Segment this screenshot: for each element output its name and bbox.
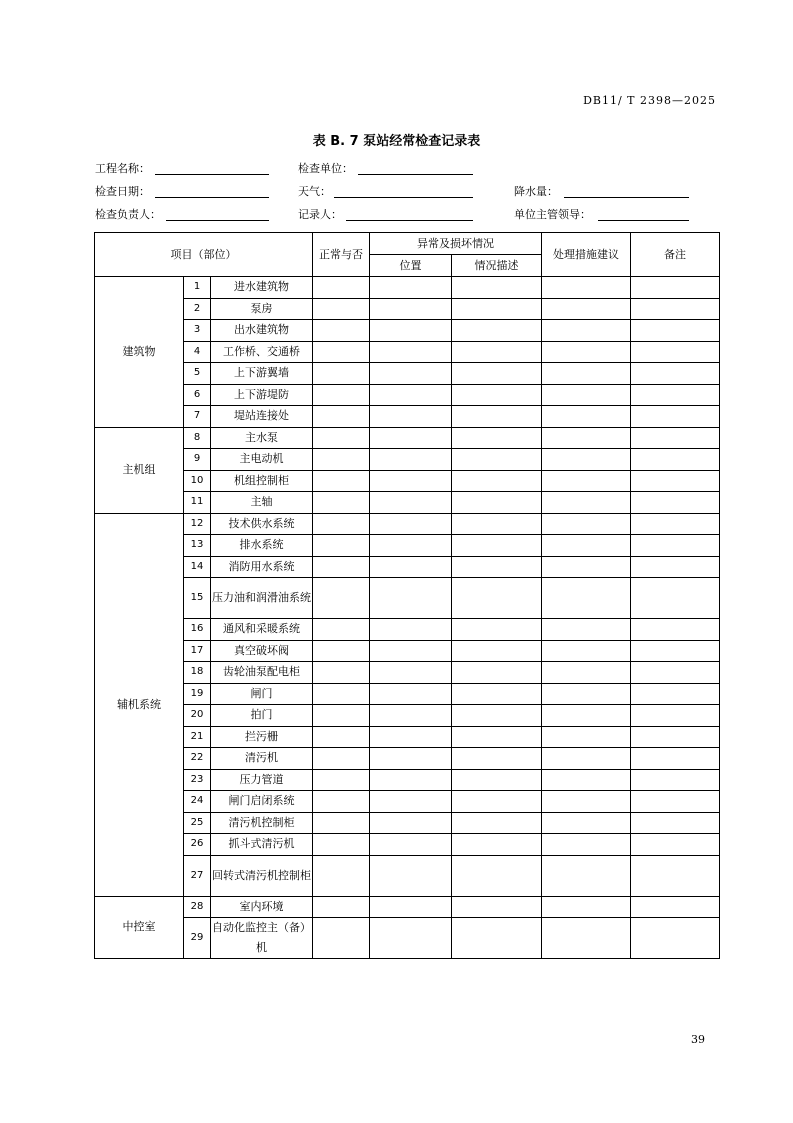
- row-number: 18: [184, 662, 211, 684]
- table-row: [95, 470, 720, 492]
- cell-description[interactable]: [452, 449, 542, 471]
- cell-remarks[interactable]: [631, 748, 720, 770]
- cell-normal[interactable]: [313, 619, 370, 641]
- cell-description[interactable]: [452, 277, 542, 299]
- cell-suggestion[interactable]: [542, 918, 631, 959]
- cell-suggestion[interactable]: [542, 406, 631, 428]
- cell-normal[interactable]: [313, 918, 370, 959]
- cell-remarks[interactable]: [631, 726, 720, 748]
- cell-suggestion[interactable]: [542, 320, 631, 342]
- weather-label: 天气：: [298, 185, 331, 198]
- row-number: 8: [184, 427, 211, 449]
- row-number: 6: [184, 384, 211, 406]
- cell-suggestion[interactable]: [542, 812, 631, 834]
- row-item: 闸门: [211, 683, 313, 705]
- cell-location[interactable]: [370, 748, 452, 770]
- row-number: 19: [184, 683, 211, 705]
- cell-description[interactable]: [452, 812, 542, 834]
- cell-remarks[interactable]: [631, 578, 720, 619]
- cell-suggestion[interactable]: [542, 834, 631, 856]
- row-number: 12: [184, 513, 211, 535]
- row-item: 出水建筑物: [211, 320, 313, 342]
- cell-location[interactable]: [370, 556, 452, 578]
- table-row: [95, 277, 720, 299]
- cell-suggestion[interactable]: [542, 535, 631, 557]
- cell-remarks[interactable]: [631, 662, 720, 684]
- header-suggestion: 处理措施建议: [542, 233, 631, 277]
- table-row: [95, 791, 720, 813]
- cell-normal[interactable]: [313, 726, 370, 748]
- page-number: 39: [691, 1033, 705, 1046]
- cell-description[interactable]: [452, 834, 542, 856]
- cell-normal[interactable]: [313, 896, 370, 918]
- cell-location[interactable]: [370, 791, 452, 813]
- row-number: 22: [184, 748, 211, 770]
- cell-description[interactable]: [452, 896, 542, 918]
- person-in-charge-line: [166, 220, 269, 221]
- cell-suggestion[interactable]: [542, 556, 631, 578]
- cell-description[interactable]: [452, 683, 542, 705]
- cell-description[interactable]: [452, 427, 542, 449]
- group-name: 中控室: [95, 896, 184, 959]
- row-item: 抓斗式清污机: [211, 834, 313, 856]
- row-item: 闸门启闭系统: [211, 791, 313, 813]
- row-item: 拦污栅: [211, 726, 313, 748]
- cell-suggestion[interactable]: [542, 769, 631, 791]
- precipitation-label: 降水量：: [514, 185, 558, 198]
- cell-location[interactable]: [370, 406, 452, 428]
- cell-location[interactable]: [370, 619, 452, 641]
- cell-remarks[interactable]: [631, 556, 720, 578]
- inspection-date-label: 检查日期：: [95, 185, 150, 198]
- row-item: 回转式清污机控制柜: [211, 855, 313, 896]
- row-number: 5: [184, 363, 211, 385]
- cell-suggestion[interactable]: [542, 277, 631, 299]
- cell-suggestion[interactable]: [542, 427, 631, 449]
- header-remarks: 备注: [631, 233, 720, 277]
- cell-location[interactable]: [370, 341, 452, 363]
- unit-leader-label: 单位主管领导：: [514, 208, 591, 221]
- cell-normal[interactable]: [313, 384, 370, 406]
- table-row: [95, 619, 720, 641]
- table-row: [95, 341, 720, 363]
- row-item: 主轴: [211, 492, 313, 514]
- row-number: 29: [184, 918, 211, 959]
- row-item: 上下游堤防: [211, 384, 313, 406]
- cell-normal[interactable]: [313, 406, 370, 428]
- table-row: [95, 683, 720, 705]
- row-number: 11: [184, 492, 211, 514]
- row-number: 13: [184, 535, 211, 557]
- header-abnormal: 异常及损坏情况: [370, 233, 542, 255]
- project-name-line: [155, 174, 269, 175]
- cell-location[interactable]: [370, 470, 452, 492]
- table-row: [95, 640, 720, 662]
- cell-suggestion[interactable]: [542, 705, 631, 727]
- cell-description[interactable]: [452, 363, 542, 385]
- cell-suggestion[interactable]: [542, 384, 631, 406]
- inspection-record-table: [94, 232, 720, 959]
- row-item: 清污机控制柜: [211, 812, 313, 834]
- cell-suggestion[interactable]: [542, 726, 631, 748]
- table-row: [95, 769, 720, 791]
- row-item: 排水系统: [211, 535, 313, 557]
- cell-description[interactable]: [452, 341, 542, 363]
- cell-remarks[interactable]: [631, 384, 720, 406]
- cell-location[interactable]: [370, 427, 452, 449]
- cell-remarks[interactable]: [631, 470, 720, 492]
- cell-description[interactable]: [452, 406, 542, 428]
- cell-location[interactable]: [370, 683, 452, 705]
- row-number: 26: [184, 834, 211, 856]
- cell-remarks[interactable]: [631, 683, 720, 705]
- cell-normal[interactable]: [313, 855, 370, 896]
- row-item: 齿轮油泵配电柜: [211, 662, 313, 684]
- cell-remarks[interactable]: [631, 896, 720, 918]
- cell-location[interactable]: [370, 918, 452, 959]
- table-row: [95, 662, 720, 684]
- person-in-charge-label: 检查负责人：: [95, 208, 161, 221]
- cell-remarks[interactable]: [631, 449, 720, 471]
- cell-remarks[interactable]: [631, 513, 720, 535]
- row-number: 25: [184, 812, 211, 834]
- cell-description[interactable]: [452, 726, 542, 748]
- row-item: 室内环境: [211, 896, 313, 918]
- header-location: 位置: [370, 255, 452, 277]
- row-item: 压力管道: [211, 769, 313, 791]
- cell-suggestion[interactable]: [542, 578, 631, 619]
- table-row: [95, 535, 720, 557]
- row-item: 压力油和润滑油系统: [211, 578, 313, 619]
- row-number: 2: [184, 298, 211, 320]
- row-number: 1: [184, 277, 211, 299]
- cell-description[interactable]: [452, 578, 542, 619]
- cell-description[interactable]: [452, 298, 542, 320]
- row-item: 工作桥、交通桥: [211, 341, 313, 363]
- cell-suggestion[interactable]: [542, 896, 631, 918]
- table-row: [95, 406, 720, 428]
- row-number: 27: [184, 855, 211, 896]
- cell-remarks[interactable]: [631, 341, 720, 363]
- weather-line: [334, 197, 473, 198]
- table-row: [95, 384, 720, 406]
- cell-normal[interactable]: [313, 556, 370, 578]
- cell-location[interactable]: [370, 513, 452, 535]
- group-name: 主机组: [95, 427, 184, 513]
- cell-normal[interactable]: [313, 341, 370, 363]
- cell-normal[interactable]: [313, 277, 370, 299]
- cell-remarks[interactable]: [631, 320, 720, 342]
- table-row: [95, 855, 720, 896]
- cell-description[interactable]: [452, 535, 542, 557]
- group-name: 辅机系统: [95, 513, 184, 896]
- cell-location[interactable]: [370, 298, 452, 320]
- table-row: [95, 363, 720, 385]
- cell-location[interactable]: [370, 640, 452, 662]
- recorder-line: [346, 220, 473, 221]
- table-row: [95, 705, 720, 727]
- header-normal: 正常与否: [313, 233, 370, 277]
- cell-remarks[interactable]: [631, 769, 720, 791]
- row-number: 21: [184, 726, 211, 748]
- row-item: 主水泵: [211, 427, 313, 449]
- inspection-unit-label: 检查单位：: [298, 162, 353, 175]
- cell-description[interactable]: [452, 556, 542, 578]
- cell-description[interactable]: [452, 384, 542, 406]
- cell-remarks[interactable]: [631, 492, 720, 514]
- row-item: 清污机: [211, 748, 313, 770]
- row-number: 10: [184, 470, 211, 492]
- table-row: [95, 812, 720, 834]
- cell-normal[interactable]: [313, 705, 370, 727]
- table-row: [95, 578, 720, 619]
- cell-description[interactable]: [452, 320, 542, 342]
- cell-remarks[interactable]: [631, 619, 720, 641]
- row-number: 17: [184, 640, 211, 662]
- table-row: [95, 492, 720, 514]
- cell-location[interactable]: [370, 363, 452, 385]
- cell-remarks[interactable]: [631, 427, 720, 449]
- cell-suggestion[interactable]: [542, 791, 631, 813]
- precipitation-line: [564, 197, 689, 198]
- row-number: 9: [184, 449, 211, 471]
- row-number: 14: [184, 556, 211, 578]
- row-item: 泵房: [211, 298, 313, 320]
- cell-description[interactable]: [452, 619, 542, 641]
- row-number: 24: [184, 791, 211, 813]
- cell-location[interactable]: [370, 449, 452, 471]
- cell-description[interactable]: [452, 748, 542, 770]
- cell-normal[interactable]: [313, 535, 370, 557]
- cell-remarks[interactable]: [631, 855, 720, 896]
- row-number: 3: [184, 320, 211, 342]
- table-row: [95, 298, 720, 320]
- cell-normal[interactable]: [313, 363, 370, 385]
- cell-remarks[interactable]: [631, 705, 720, 727]
- table-title: 表 B. 7 泵站经常检查记录表: [312, 134, 481, 149]
- cell-suggestion[interactable]: [542, 492, 631, 514]
- cell-remarks[interactable]: [631, 535, 720, 557]
- cell-normal[interactable]: [313, 298, 370, 320]
- cell-suggestion[interactable]: [542, 341, 631, 363]
- cell-normal[interactable]: [313, 812, 370, 834]
- cell-description[interactable]: [452, 705, 542, 727]
- table-row: [95, 427, 720, 449]
- row-item: 消防用水系统: [211, 556, 313, 578]
- cell-location[interactable]: [370, 578, 452, 619]
- cell-normal[interactable]: [313, 427, 370, 449]
- cell-description[interactable]: [452, 769, 542, 791]
- inspection-date-line: [155, 197, 269, 198]
- cell-location[interactable]: [370, 492, 452, 514]
- cell-suggestion[interactable]: [542, 363, 631, 385]
- unit-leader-line: [598, 220, 689, 221]
- cell-normal[interactable]: [313, 640, 370, 662]
- cell-normal[interactable]: [313, 320, 370, 342]
- group-name: 建筑物: [95, 277, 184, 428]
- cell-remarks[interactable]: [631, 640, 720, 662]
- cell-suggestion[interactable]: [542, 855, 631, 896]
- project-name-label: 工程名称：: [95, 162, 150, 175]
- cell-remarks[interactable]: [631, 812, 720, 834]
- cell-description[interactable]: [452, 918, 542, 959]
- recorder-label: 记录人：: [298, 208, 342, 221]
- table-row: [95, 748, 720, 770]
- cell-remarks[interactable]: [631, 791, 720, 813]
- cell-suggestion[interactable]: [542, 748, 631, 770]
- row-number: 20: [184, 705, 211, 727]
- row-number: 15: [184, 578, 211, 619]
- row-item: 主电动机: [211, 449, 313, 471]
- cell-location[interactable]: [370, 726, 452, 748]
- cell-description[interactable]: [452, 791, 542, 813]
- table-row: [95, 726, 720, 748]
- row-number: 23: [184, 769, 211, 791]
- cell-location[interactable]: [370, 535, 452, 557]
- row-number: 4: [184, 341, 211, 363]
- cell-suggestion[interactable]: [542, 298, 631, 320]
- cell-normal[interactable]: [313, 578, 370, 619]
- row-item: 自动化监控主（备）机: [211, 918, 313, 959]
- header-item: 项目（部位）: [95, 233, 313, 277]
- row-item: 上下游翼墙: [211, 363, 313, 385]
- table-row: [95, 896, 720, 918]
- cell-description[interactable]: [452, 662, 542, 684]
- cell-suggestion[interactable]: [542, 470, 631, 492]
- cell-location[interactable]: [370, 812, 452, 834]
- row-item: 技术供水系统: [211, 513, 313, 535]
- cell-suggestion[interactable]: [542, 662, 631, 684]
- table-row: [95, 513, 720, 535]
- cell-location[interactable]: [370, 320, 452, 342]
- cell-remarks[interactable]: [631, 918, 720, 959]
- cell-description[interactable]: [452, 513, 542, 535]
- row-number: 16: [184, 619, 211, 641]
- cell-description[interactable]: [452, 640, 542, 662]
- row-item: 通风和采暖系统: [211, 619, 313, 641]
- row-number: 28: [184, 896, 211, 918]
- cell-description[interactable]: [452, 492, 542, 514]
- cell-normal[interactable]: [313, 470, 370, 492]
- inspection-unit-line: [358, 174, 473, 175]
- cell-suggestion[interactable]: [542, 513, 631, 535]
- cell-remarks[interactable]: [631, 298, 720, 320]
- cell-location[interactable]: [370, 834, 452, 856]
- table-row: [95, 556, 720, 578]
- cell-location[interactable]: [370, 769, 452, 791]
- row-number: 7: [184, 406, 211, 428]
- row-item: 拍门: [211, 705, 313, 727]
- row-item: 进水建筑物: [211, 277, 313, 299]
- cell-location[interactable]: [370, 662, 452, 684]
- row-item: 堤站连接处: [211, 406, 313, 428]
- cell-suggestion[interactable]: [542, 683, 631, 705]
- cell-normal[interactable]: [313, 662, 370, 684]
- row-item: 机组控制柜: [211, 470, 313, 492]
- header-description: 情况描述: [452, 255, 542, 277]
- table-row: [95, 918, 720, 959]
- row-item: 真空破坏阀: [211, 640, 313, 662]
- cell-suggestion[interactable]: [542, 619, 631, 641]
- cell-normal[interactable]: [313, 748, 370, 770]
- cell-normal[interactable]: [313, 769, 370, 791]
- cell-normal[interactable]: [313, 834, 370, 856]
- table-row: [95, 834, 720, 856]
- cell-normal[interactable]: [313, 513, 370, 535]
- cell-suggestion[interactable]: [542, 449, 631, 471]
- cell-remarks[interactable]: [631, 406, 720, 428]
- cell-location[interactable]: [370, 384, 452, 406]
- cell-description[interactable]: [452, 855, 542, 896]
- cell-remarks[interactable]: [631, 363, 720, 385]
- cell-normal[interactable]: [313, 449, 370, 471]
- cell-normal[interactable]: [313, 492, 370, 514]
- cell-location[interactable]: [370, 896, 452, 918]
- table-row: [95, 449, 720, 471]
- cell-normal[interactable]: [313, 791, 370, 813]
- cell-suggestion[interactable]: [542, 640, 631, 662]
- cell-location[interactable]: [370, 855, 452, 896]
- cell-normal[interactable]: [313, 683, 370, 705]
- table-row: [95, 320, 720, 342]
- cell-location[interactable]: [370, 705, 452, 727]
- cell-remarks[interactable]: [631, 834, 720, 856]
- cell-description[interactable]: [452, 470, 542, 492]
- standard-code: DB11/ T 2398—2025: [583, 94, 716, 107]
- cell-location[interactable]: [370, 277, 452, 299]
- cell-remarks[interactable]: [631, 277, 720, 299]
